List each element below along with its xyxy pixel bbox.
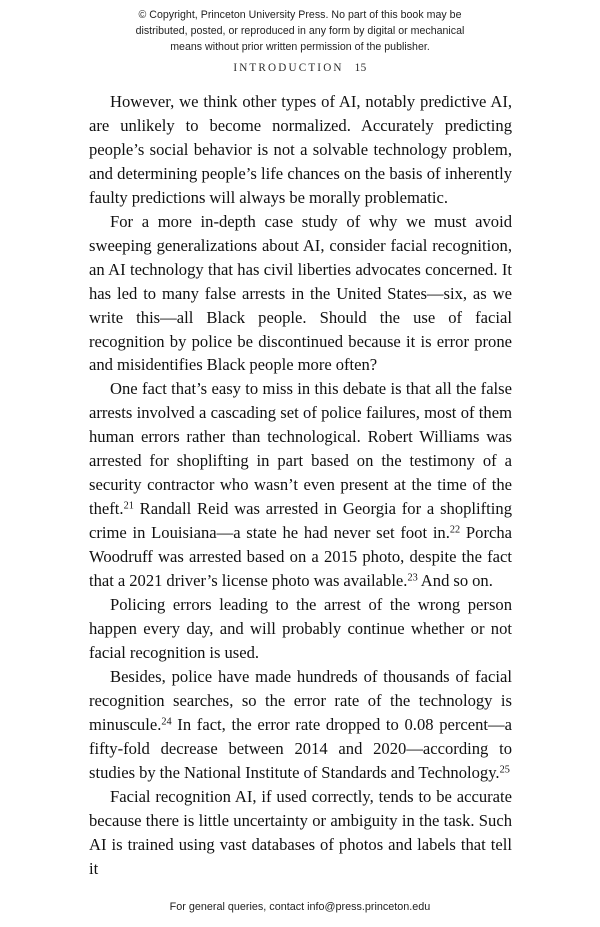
paragraph-text: And so on. bbox=[417, 571, 493, 591]
paragraph bbox=[89, 665, 512, 785]
copyright-line-2: distributed, posted, or reproduced in any form by digital or mechanical bbox=[135, 24, 465, 37]
paragraph-text: Besides, police have made hundreds of thousands of facial recognition searches, so the error rate of the technology is minuscule. bbox=[89, 666, 512, 734]
paragraph-text: In fact, the error rate dropped to 0.08 percent—a fifty-fold decrease between 2014 and 2020—according to studies by the National Institute of Standards and Technology. bbox=[89, 714, 512, 782]
running-head bbox=[0, 62, 600, 74]
page-number: 15 bbox=[354, 62, 367, 74]
copyright-watermark-header bbox=[0, 8, 600, 55]
paragraph: Facial recognition AI, if used correctly, tends to be accurate because there is little uncertainty or ambiguity in the task. Such AI is trained using vast databases of photos and labels that tell it bbox=[89, 786, 512, 878]
body-text-block bbox=[89, 90, 512, 880]
paragraph: Policing errors leading to the arrest of the wrong person happen every day, and will probably continue whether or not facial recognition is used. bbox=[89, 595, 512, 662]
copyright-line-1: © Copyright, Princeton University Press. No part of this book may be bbox=[138, 9, 462, 21]
paragraph-text: Porcha Woodruff was arrested based on a 2015 photo, despite the fact that a 2021 driver’s license photo was available. bbox=[89, 523, 512, 591]
footnote-marker-23[interactable]: 23 bbox=[407, 572, 418, 584]
paragraph: However, we think other types of AI, notably predictive AI, are unlikely to become normalized. Accurately predicting people’s social behavior is not a solvable technology problem, and determining people’s life chances on the basis of inherently faulty predictions will always be morally problematic. bbox=[89, 92, 512, 207]
running-head-chapter-title: INTRODUCTION bbox=[233, 62, 344, 74]
general-queries-footer: For general queries, contact info@press.princeton.edu bbox=[169, 901, 431, 913]
paragraph bbox=[89, 377, 512, 593]
footnote-marker-22[interactable]: 22 bbox=[449, 524, 461, 536]
copyright-line-3: means without prior written permission of the publisher. bbox=[170, 40, 430, 53]
paragraph-text: One fact that’s easy to miss in this debate is that all the false arrests involved a cascading set of police failures, most of them human errors rather than technological. Robert Williams was arrested for shoplifting in part based on the testimony of a security contractor who wasn’t even present at the time of the theft. bbox=[89, 379, 512, 519]
footnote-marker-25[interactable]: 25 bbox=[499, 764, 510, 776]
paragraph: For a more in-depth case study of why we must avoid sweeping generalizations about AI, consider facial recognition, an AI technology that has civil liberties advocates concerned. It has led to many false arrests in the United States—six, as we write this—all Black people. Should the use of facial recognition by police be discontinued because it is error prone and misidentifies Black people more often? bbox=[89, 211, 512, 375]
footnote-marker-24[interactable]: 24 bbox=[161, 716, 172, 728]
footnote-marker-21[interactable]: 21 bbox=[123, 500, 134, 512]
paragraph-text: Randall Reid was arrested in Georgia for a shoplifting crime in Louisiana—a state he had never set foot in. bbox=[89, 499, 512, 543]
